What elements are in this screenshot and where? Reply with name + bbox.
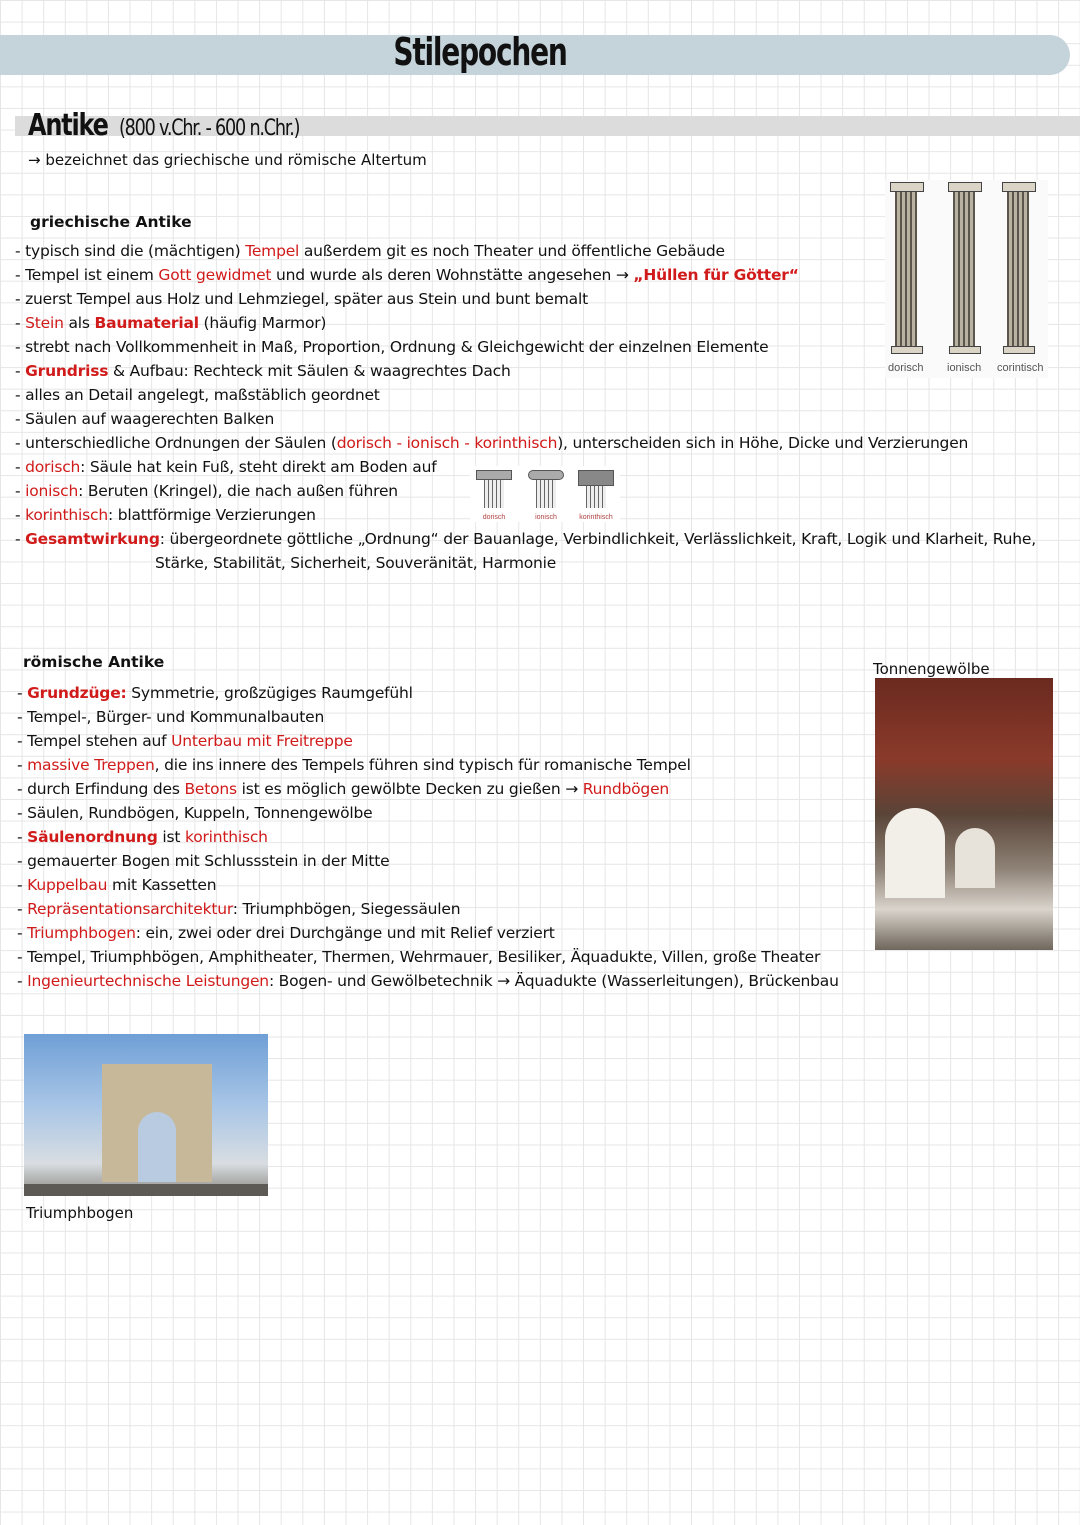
- list-item: [15, 407, 1036, 431]
- list-item: [17, 897, 839, 921]
- highlight-term: ionisch: [25, 482, 79, 500]
- tonnen-caption: Tonnengewölbe: [873, 660, 990, 678]
- triumph-caption: Triumphbogen: [26, 1204, 134, 1222]
- text-segment: -: [17, 924, 28, 942]
- list-item: [17, 753, 839, 777]
- list-item: [15, 551, 1036, 575]
- text-segment: - unterschiedliche Ordnungen der Säulen (: [15, 434, 337, 452]
- list-item: [17, 849, 839, 873]
- text-segment: mit Kassetten: [107, 876, 217, 894]
- list-item: [15, 431, 1036, 455]
- highlight-term: Betons: [184, 780, 237, 798]
- list-item: [15, 383, 1036, 407]
- highlight-term: Triumphbogen: [27, 924, 136, 942]
- highlight-term: korinthisch: [25, 506, 108, 524]
- list-item: [17, 777, 839, 801]
- list-item: [15, 287, 1036, 311]
- list-item: [17, 801, 839, 825]
- list-item: [15, 239, 1036, 263]
- capitals-image: [470, 466, 620, 522]
- highlight-term: Säulenordnung: [27, 828, 158, 846]
- roman-list: [17, 681, 839, 993]
- list-item: [15, 527, 1036, 551]
- list-item: [17, 945, 839, 969]
- highlight-term: Unterbau mit Freitreppe: [171, 732, 353, 750]
- text-segment: als: [63, 314, 95, 332]
- text-segment: - Tempel-, Bürger- und Kommunalbauten: [17, 708, 325, 726]
- text-segment: -: [15, 530, 26, 548]
- list-item: [15, 311, 1036, 335]
- section-subtitle: → bezeichnet das griechische und römische Altertum: [28, 151, 427, 169]
- list-item: [17, 729, 839, 753]
- text-segment: ), unterscheiden sich in Höhe, Dicke und Verzierungen: [557, 434, 969, 452]
- text-segment: - gemauerter Bogen mit Schlussstein in der Mitte: [17, 852, 390, 870]
- section-dates: (800 v.Chr. - 600 n.Chr.): [118, 116, 300, 141]
- highlight-term: Gott gewidmet: [158, 266, 272, 284]
- list-item: [15, 335, 1036, 359]
- roman-heading: römische Antike: [23, 653, 165, 671]
- highlight-term: Grundzüge:: [27, 684, 127, 702]
- text-segment: : ein, zwei oder drei Durchgänge und mit Relief verziert: [135, 924, 555, 942]
- text-segment: (häufig Marmor): [198, 314, 327, 332]
- list-item: [15, 359, 1036, 383]
- text-segment: : übergeordnete göttliche „Ordnung“ der Bauanlage, Verbindlichkeit, Verlässlichkeit, Kraft, Logik und Klarheit, Ruhe,: [159, 530, 1036, 548]
- list-item: [17, 825, 839, 849]
- text-segment: Stärke, Stabilität, Sicherheit, Souveränität, Harmonie: [155, 554, 557, 572]
- text-segment: : Triumphbögen, Siegessäulen: [232, 900, 461, 918]
- text-segment: ist es möglich gewölbte Decken zu gießen →: [236, 780, 583, 798]
- section-title: Antike: [28, 108, 108, 143]
- highlight-term: Baumaterial: [94, 314, 199, 332]
- text-segment: - Tempel, Triumphbögen, Amphitheater, Thermen, Wehrmauer, Besiliker, Äquadukte, Villen, große Theater: [17, 948, 821, 966]
- text-segment: -: [17, 684, 28, 702]
- text-segment: - Tempel ist einem: [15, 266, 159, 284]
- highlight-term: Repräsentationsarchitektur: [27, 900, 233, 918]
- highlight-term: Grundriss: [25, 362, 109, 380]
- text-segment: : Beruten (Kringel), die nach außen führen: [78, 482, 398, 500]
- text-segment: & Aufbau: Rechteck mit Säulen & waagrechtes Dach: [108, 362, 511, 380]
- text-segment: außerdem git es noch Theater und öffentliche Gebäude: [299, 242, 725, 260]
- highlight-term: Ingenieurtechnische Leistungen: [27, 972, 269, 990]
- list-item: [17, 681, 839, 705]
- highlight-term: korinthisch: [184, 828, 268, 846]
- highlight-term: Rundbögen: [582, 780, 670, 798]
- greek-list: [15, 239, 1036, 575]
- highlight-term: Stein: [25, 314, 64, 332]
- text-segment: - alles an Detail angelegt, maßstäblich geordnet: [15, 386, 380, 404]
- text-segment: -: [15, 314, 26, 332]
- text-segment: und wurde als deren Wohnstätte angesehen →: [271, 266, 634, 284]
- highlight-term: Gesamtwirkung: [25, 530, 160, 548]
- column-label: corintisch: [997, 362, 1044, 374]
- list-item: [17, 969, 839, 993]
- page-title: Stilepochen: [393, 30, 567, 74]
- highlight-term: Kuppelbau: [27, 876, 108, 894]
- text-segment: -: [15, 458, 26, 476]
- triumphal-arch-photo: [24, 1034, 268, 1196]
- text-segment: -: [17, 756, 28, 774]
- text-segment: - zuerst Tempel aus Holz und Lehmziegel, später aus Stein und bunt bemalt: [15, 290, 588, 308]
- text-segment: : Säule hat kein Fuß, steht direkt am Boden auf: [80, 458, 437, 476]
- greek-heading: griechische Antike: [30, 213, 192, 231]
- list-item: [17, 705, 839, 729]
- text-segment: , die ins innere des Tempels führen sind typisch für romanische Tempel: [154, 756, 691, 774]
- text-segment: - strebt nach Vollkommenheit in Maß, Proportion, Ordnung & Gleichgewicht der einzelnen Elemente: [15, 338, 769, 356]
- text-segment: -: [17, 828, 28, 846]
- list-item: [17, 873, 839, 897]
- text-segment: - Säulen auf waagerechten Balken: [15, 410, 275, 428]
- column-label: ionisch: [947, 362, 982, 374]
- list-item: [17, 921, 839, 945]
- highlight-term: Tempel: [245, 242, 300, 260]
- text-segment: - Tempel stehen auf: [17, 732, 172, 750]
- list-item: [15, 263, 1036, 287]
- text-segment: - durch Erfindung des: [17, 780, 185, 798]
- barrel-vault-photo: [875, 678, 1053, 950]
- capital-label: korinthisch: [579, 514, 613, 521]
- text-segment: -: [17, 900, 28, 918]
- highlight-term: dorisch - ionisch - korinthisch: [336, 434, 558, 452]
- columns-image: [885, 180, 1048, 378]
- column-label: dorisch: [888, 362, 924, 374]
- text-segment: - typisch sind die (mächtigen): [15, 242, 246, 260]
- text-segment: -: [17, 876, 28, 894]
- text-segment: : Bogen- und Gewölbetechnik → Äquadukte (Wasserleitungen), Brückenbau: [268, 972, 839, 990]
- text-segment: ist: [157, 828, 185, 846]
- text-segment: - Säulen, Rundbögen, Kuppeln, Tonnengewölbe: [17, 804, 373, 822]
- text-segment: Symmetrie, großzügiges Raumgefühl: [126, 684, 413, 702]
- text-segment: -: [15, 482, 26, 500]
- text-segment: -: [17, 972, 28, 990]
- capital-label: dorisch: [482, 514, 506, 521]
- highlight-term: dorisch: [25, 458, 81, 476]
- highlight-term: massive Treppen: [27, 756, 155, 774]
- text-segment: : blattförmige Verzierungen: [107, 506, 316, 524]
- highlight-term: „Hüllen für Götter“: [633, 266, 799, 284]
- capital-label: ionisch: [535, 514, 557, 521]
- text-segment: -: [15, 506, 26, 524]
- section-heading: [28, 108, 299, 143]
- text-segment: -: [15, 362, 26, 380]
